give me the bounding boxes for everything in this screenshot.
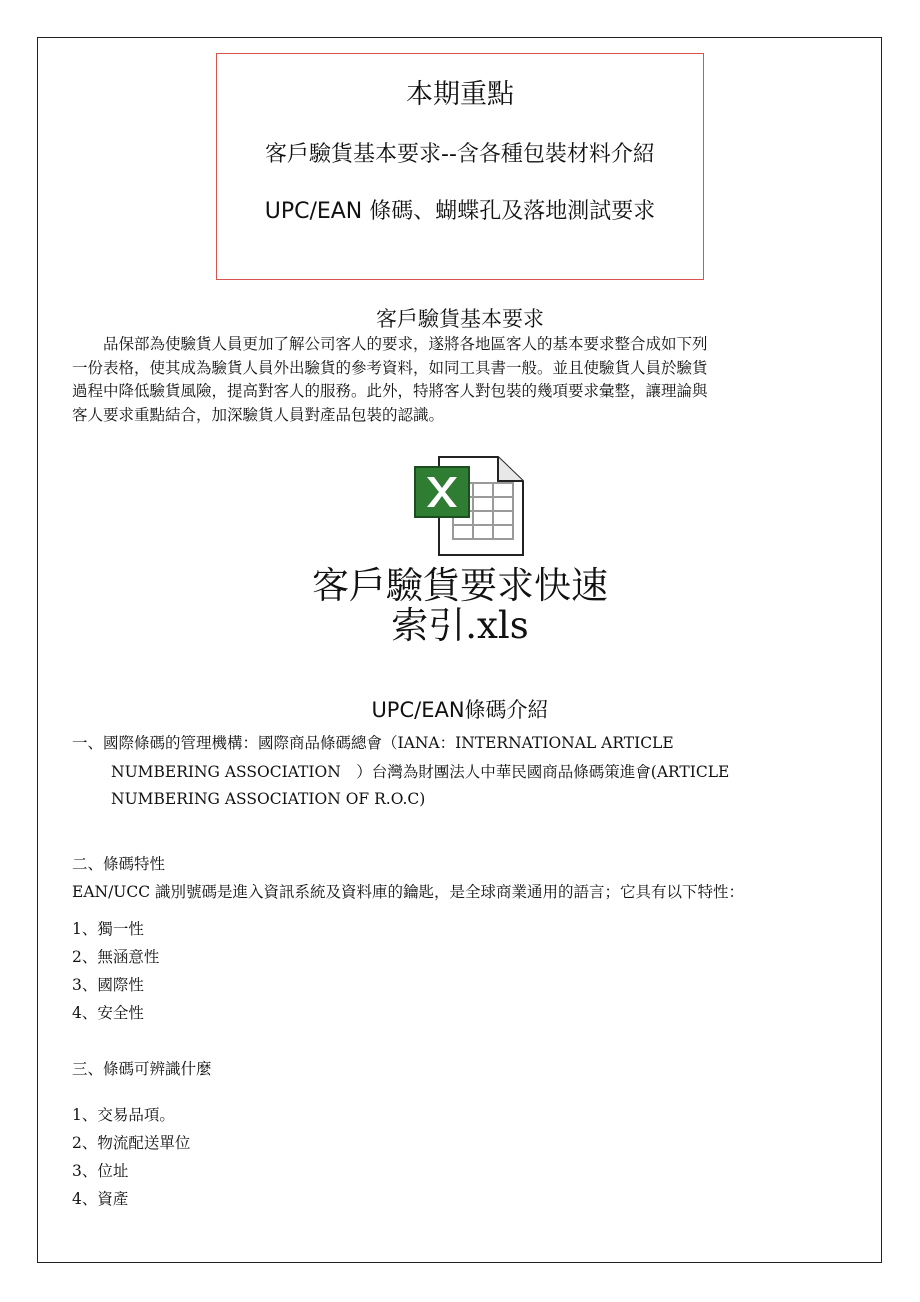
identify-item: 3、位址 [72, 1162, 129, 1180]
highlights-line-1: 客戶驗貨基本要求--含各種包裝材料介紹 [265, 142, 655, 167]
barcode-authority-line-1: 一、國際條碼的管理機構：國際商品條碼總會（IANA：INTERNATIONAL ARTICLE [72, 734, 674, 752]
feature-item: 1、獨一性 [72, 920, 144, 938]
feature-item: 3、國際性 [72, 976, 144, 994]
excel-name-line-1: 客戶驗貨要求快速 [312, 564, 608, 607]
feature-item: 2、無涵意性 [72, 948, 160, 966]
intro-paragraph [72, 333, 842, 427]
section-heading-inspection: 客戶驗貨基本要求 [376, 307, 544, 331]
identify-item: 1、交易品項。 [72, 1106, 175, 1124]
intro-line: 品保部為使驗貨人員更加了解公司客人的要求，遂將各地區客人的基本要求整合成如下列 [72, 335, 708, 353]
highlights-line-2: UPC/EAN 條碼、蝴蝶孔及落地測試要求 [264, 199, 656, 224]
barcode-identify-title: 三、條碼可辨識什麼 [72, 1060, 212, 1078]
barcode-authority-line-2: NUMBERING ASSOCIATION ）台灣為財團法人中華民國商品條碼策進會(ARTICLE [111, 763, 730, 781]
excel-attachment-name[interactable] [0, 566, 920, 646]
barcode-features-title: 二、條碼特性 [72, 855, 166, 873]
excel-file-icon[interactable] [413, 455, 528, 557]
intro-line: 一份表格，使其成為驗貨人員外出驗貨的參考資料，如同工具書一般。並且使驗貨人員於驗貨 [72, 358, 708, 377]
highlights-title: 本期重點 [406, 79, 514, 110]
section-heading-barcode: UPC/EAN條碼介紹 [371, 698, 549, 722]
excel-name-line-2: 索引.xls [391, 604, 529, 647]
intro-line: 客人要求重點結合，加深驗貨人員對產品包裝的認識。 [72, 405, 445, 424]
barcode-authority-line-3: NUMBERING ASSOCIATION OF R.O.C) [111, 790, 426, 808]
intro-line: 過程中降低驗貨風險，提高對客人的服務。此外，特將客人對包裝的幾項要求彙整，讓理論與 [72, 382, 708, 400]
identify-item: 2、物流配送單位 [72, 1134, 191, 1152]
barcode-features-desc: EAN/UCC 識別號碼是進入資訊系統及資料庫的鑰匙，是全球商業通用的語言；它具有以下特性： [72, 883, 745, 901]
identify-item: 4、資產 [72, 1190, 129, 1208]
feature-item: 4、安全性 [72, 1004, 144, 1022]
